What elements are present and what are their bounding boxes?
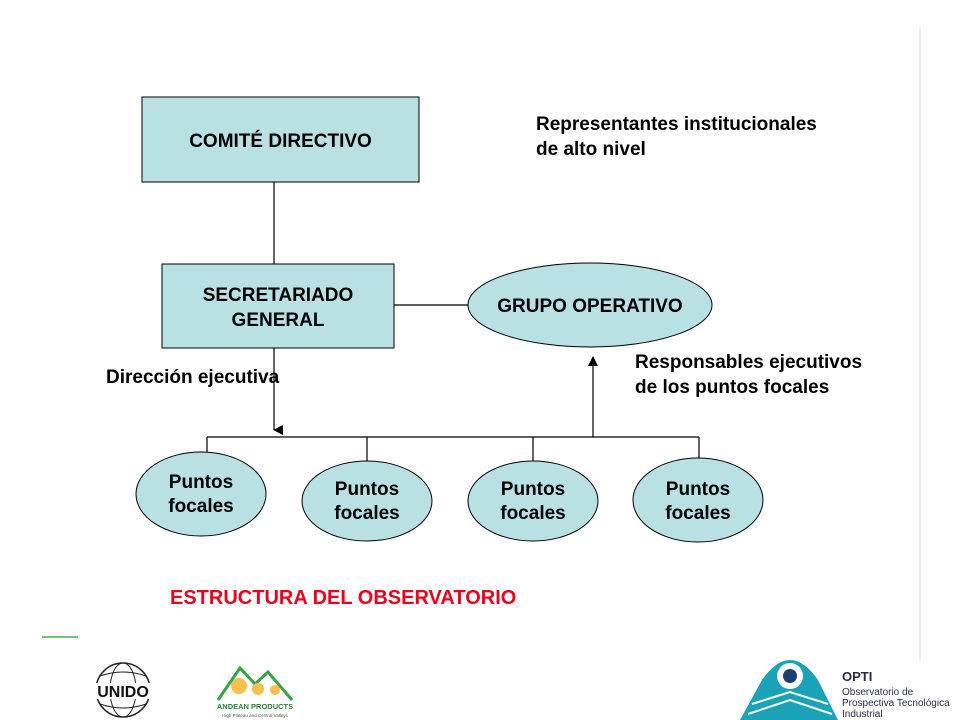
annotation-direccion: Dirección ejecutiva xyxy=(106,367,280,388)
annotation-responsables xyxy=(635,352,862,398)
opti-line3: Industrial xyxy=(842,709,883,720)
andean-products-logo xyxy=(217,668,293,718)
node-puntos-focales-1 xyxy=(136,452,266,536)
puntos-label-line1: Puntos xyxy=(168,472,234,493)
node-comite-directivo xyxy=(142,97,419,182)
andean-subtitle: High Plateau and Central Valleys xyxy=(222,713,288,718)
node-secretariado-general xyxy=(162,264,394,348)
grupo-label: GRUPO OPERATIVO xyxy=(497,296,683,317)
node-puntos-focales-3 xyxy=(468,461,598,541)
andean-wordmark: ANDEAN PRODUCTS xyxy=(216,702,294,711)
opti-line2: Prospectiva Tecnológica xyxy=(842,698,950,709)
node-grupo-operativo xyxy=(468,263,712,347)
opti-logo xyxy=(740,660,950,720)
puntos-label-line2: focales xyxy=(665,503,731,524)
node-puntos-focales-2 xyxy=(302,461,432,541)
opti-wordmark: OPTI xyxy=(842,669,873,684)
secretariado-label-line2: GENERAL xyxy=(231,310,325,331)
unido-logo xyxy=(94,663,152,717)
representantes-line1: Representantes institucionales xyxy=(536,114,817,135)
node-puntos-focales-4 xyxy=(633,458,763,542)
diagram-title: ESTRUCTURA DEL OBSERVATORIO xyxy=(170,587,517,609)
puntos-label-line2: focales xyxy=(168,496,234,517)
responsables-line1: Responsables ejecutivos xyxy=(635,352,863,373)
puntos-label-line2: focales xyxy=(334,503,400,524)
puntos-label-line1: Puntos xyxy=(665,479,731,500)
puntos-label-line2: focales xyxy=(500,503,566,524)
representantes-line2: de alto nivel xyxy=(536,139,646,160)
responsables-line2: de los puntos focales xyxy=(635,377,830,398)
puntos-label-line1: Puntos xyxy=(334,479,400,500)
opti-line1: Observatorio de xyxy=(842,687,914,698)
comite-label: COMITÉ DIRECTIVO xyxy=(189,131,372,152)
puntos-label-line1: Puntos xyxy=(500,479,566,500)
unido-wordmark: UNIDO xyxy=(97,684,149,701)
secretariado-label-line1: SECRETARIADO xyxy=(202,285,354,306)
annotation-representantes xyxy=(536,114,817,160)
